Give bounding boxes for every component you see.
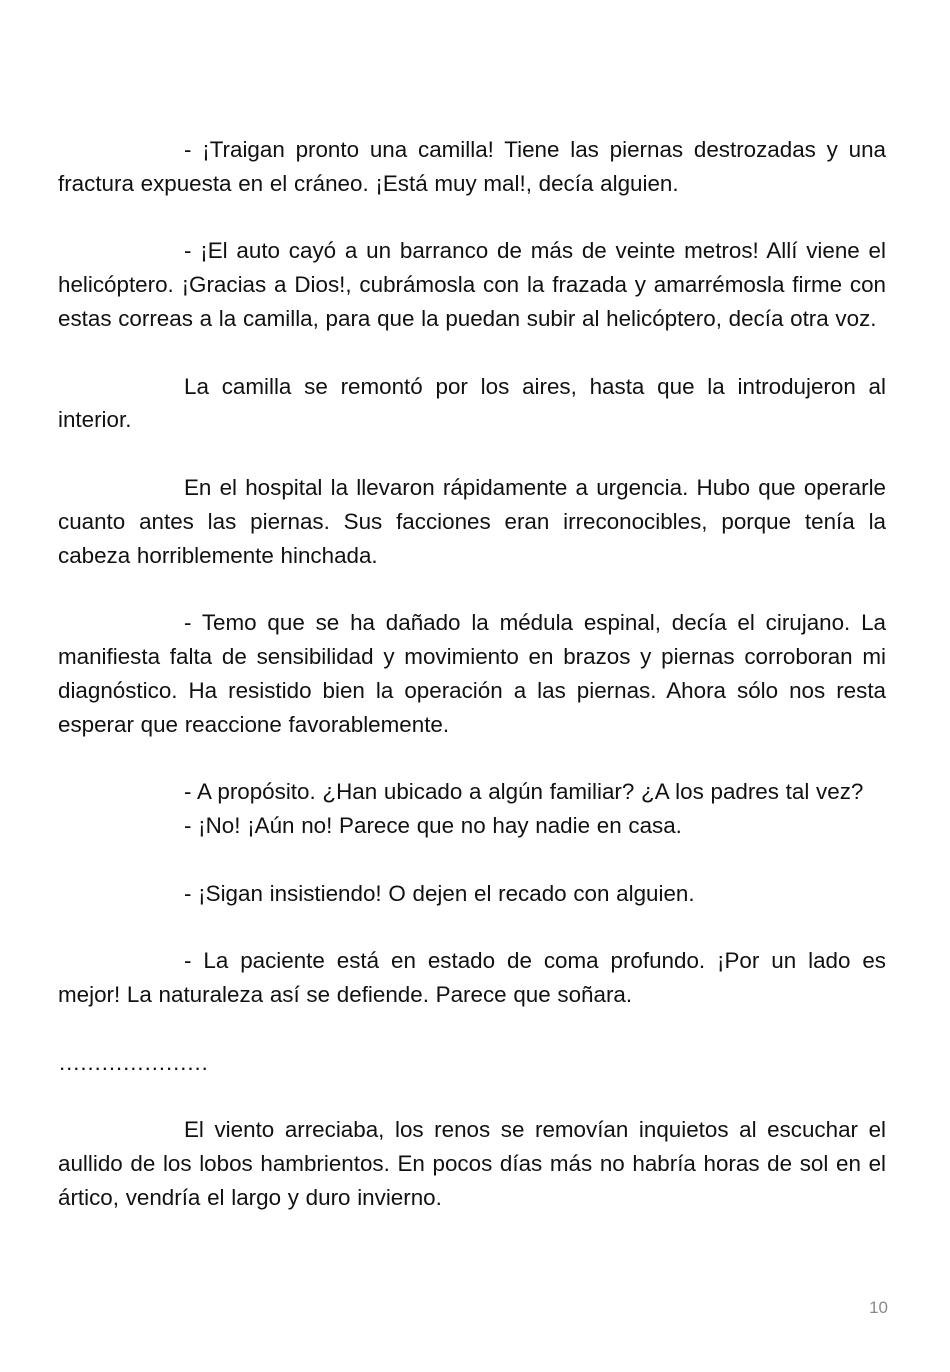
paragraph-helicopter: - ¡El auto cayó a un barranco de más de veinte metros! Allí viene el helicóptero. ¡Gracias a Dios!, cubrámosla con la frazada y amarrémosla firme con estas correas a la camilla, para que la puedan subir al helicóptero, decía otra voz. [58,238,886,331]
paragraph-keep-trying: - ¡Sigan insistiendo! O dejen el recado con alguien. [184,880,695,906]
paragraph-arctic-wind: El viento arreciaba, los renos se removían inquietos al escuchar el aullido de los lobos hambrientos. En pocos días más no habría horas de sol en el ártico, vendría el largo y duro invierno. [58,1117,886,1210]
paragraph-family-question: - A propósito. ¿Han ubicado a algún familiar? ¿A los padres tal vez? [184,779,864,805]
paragraph-stretcher-request: - ¡Traigan pronto una camilla! Tiene las piernas destrozadas y una fractura expuesta en el cráneo. ¡Está muy mal!, decía alguien. [58,137,886,196]
paragraph-hospital: En el hospital la llevaron rápidamente a urgencia. Hubo que operarle cuanto antes las piernas. Sus facciones eran irreconocibles, porque tenía la cabeza horriblemente hinchada. [58,474,886,568]
scene-separator: ………………… [58,1049,208,1075]
paragraph-coma: - La paciente está en estado de coma profundo. ¡Por un lado es mejor! La naturaleza así se defiende. Parece que soñara. [58,948,886,1007]
paragraph-no-one-home: - ¡No! ¡Aún no! Parece que no hay nadie en casa. [184,812,682,838]
page-body [58,133,886,1248]
paragraph-surgeon: - Temo que se ha dañado la médula espinal, decía el cirujano. La manifiesta falta de sensibilidad y movimiento en brazos y piernas corroboran mi diagnóstico. Ha resistido bien la operación a las piernas. Ahora sólo nos resta esperar que reaccione favorablemente. [58,610,886,737]
paragraph-stretcher-lifted: La camilla se remontó por los aires, hasta que la introdujeron al interior. [58,373,886,433]
page-number: 10 [869,1298,888,1317]
